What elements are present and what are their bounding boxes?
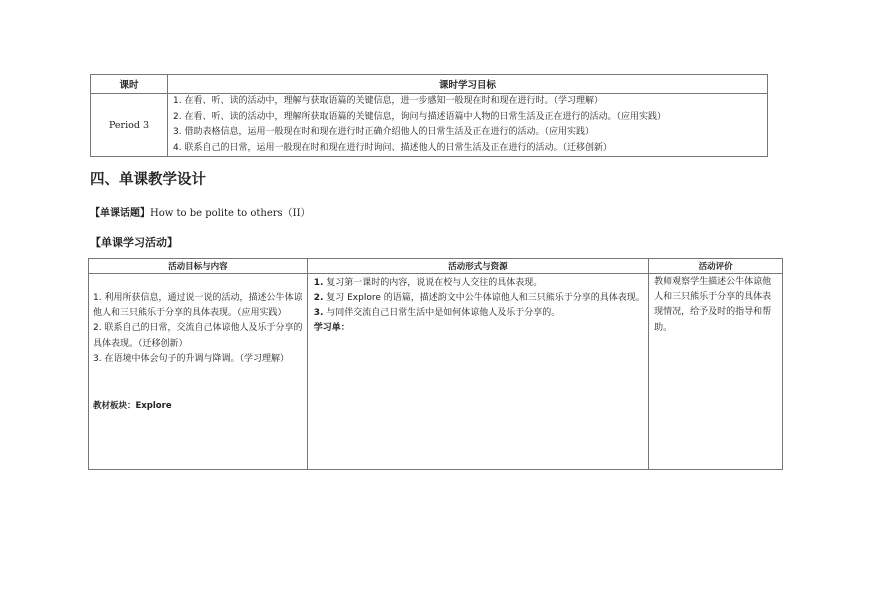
activity-heading: 【单课学习活动】 (90, 236, 178, 249)
evaluation-cell (649, 274, 783, 470)
form-item: 1. 复习第一课时的内容，说说在校与人交往的具体表现。 (313, 278, 543, 288)
material-label: 教材板块：Explore (93, 401, 172, 412)
goal-content-item: 1. 利用所获信息，通过说一说的活动，描述公牛体谅他人和三只熊乐于分享的具体表现。（应用实践） (93, 293, 303, 319)
form-item: 3. 与同伴交流自己日常生活中是如何体谅他人及乐于分享的。 (313, 308, 561, 318)
lesson-topic (90, 204, 311, 219)
goal-item: 4. 联系自己的日常，运用一般现在时和现在进行时询问、描述他人的日常生活及正在进行的活动。（迁移创新） (173, 142, 612, 153)
period-objectives-table (90, 74, 768, 157)
topic-label: 【单课话题】 (90, 208, 150, 219)
activity-table (88, 258, 783, 470)
period-header: 课时 (91, 75, 168, 94)
goal-item: 1. 在看、听、读的活动中，理解与获取语篇的关键信息，进一步感知一般现在时和现在进行时。（学习理解） (173, 96, 603, 106)
topic-text: How to be polite to others（II） (150, 208, 311, 219)
col-header-evaluation: 活动评价 (649, 259, 783, 274)
col-header-forms: 活动形式与资源 (307, 259, 648, 274)
goal-item: 3. 借助表格信息，运用一般现在时和现在进行时正确介绍他人的日常生活及正在进行的活动。（应用实践） (173, 127, 594, 137)
goals-header: 课时学习目标 (168, 75, 768, 94)
goal-item: 2. 在看、听、读的活动中，理解所获取语篇的关键信息，询问与描述语篇中人物的日常生活及正在进行的活动。（应用实践） (173, 111, 666, 122)
evaluation-text: 教师观察学生描述公牛体谅他人和三只熊乐于分享的具体表现情况，给予及时的指导和帮助。 (654, 277, 772, 333)
worksheet-label: 学习单： (313, 323, 350, 333)
forms-resources-cell (307, 274, 648, 470)
goal-content-item: 2. 联系自己的日常，交流自己体谅他人及乐于分享的具体表现。（迁移创新） (93, 323, 303, 349)
col-header-goals: 活动目标与内容 (89, 259, 308, 274)
period-cell: Period 3 (91, 94, 168, 157)
goals-content-cell (89, 274, 308, 470)
goal-content-item: 3. 在语境中体会句子的升调与降调。（学习理解） (93, 353, 289, 364)
section-title: 四、单课教学设计 (90, 172, 206, 188)
goals-cell (168, 94, 768, 157)
form-item: 2. 复习 Explore 的语篇，描述韵文中公牛体谅他人和三只熊乐于分享的具体表现。 (313, 293, 645, 303)
